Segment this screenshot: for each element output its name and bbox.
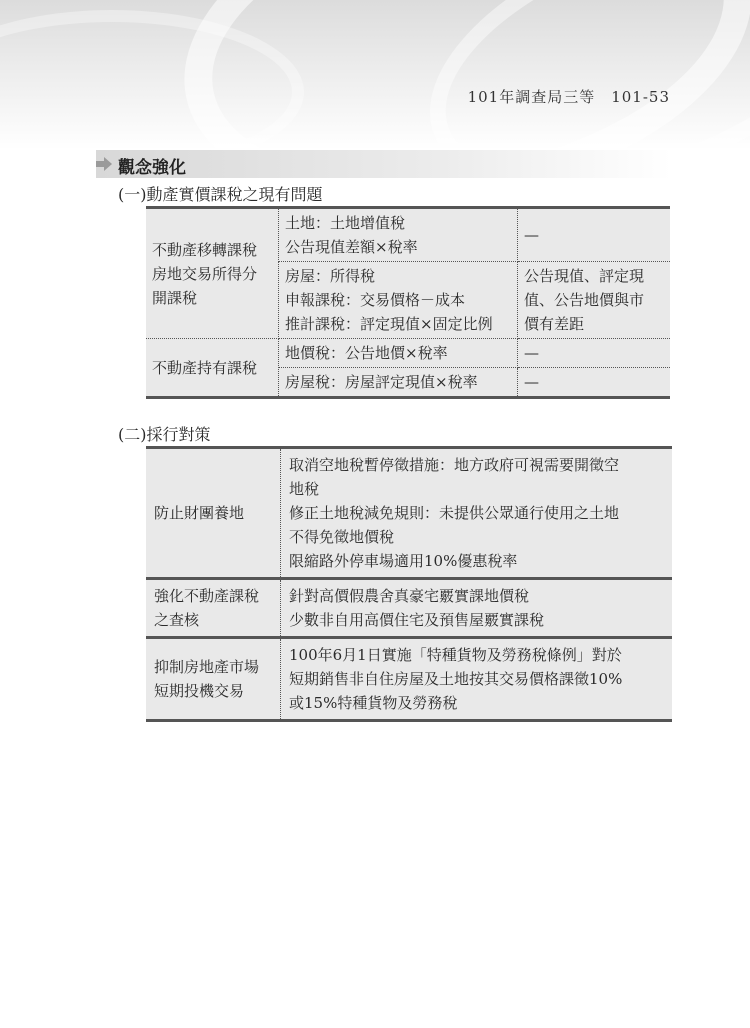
cell-line: 房屋：所得稅 [285,267,376,285]
current-issues-table [146,206,670,399]
section-title: 觀念強化 [118,158,186,178]
cell-line: 地稅 [289,480,320,498]
header-background [0,0,750,150]
cell-line: 短期銷售非自住房屋及土地按其交易價格課徵10% [289,670,623,688]
note-cell: — [518,208,671,262]
table-row [146,638,672,721]
cell-line: 防止財團養地 [154,504,245,522]
cell-line: 少數非自用高價住宅及預售屋覈實課稅 [289,611,545,629]
cell-line: 限縮路外停車場適用10%優惠稅率 [289,552,518,570]
note-cell [518,262,671,339]
cell-line: 土地：土地增值稅 [285,214,406,232]
category-cell: 不動產持有課稅 [146,339,279,398]
arrow-right-icon [96,156,112,172]
cell-line: 100年6月1日實施「特種貨物及勞務稅條例」對於 [289,646,622,664]
countermeasures-table [146,446,672,722]
measure-detail-cell [281,579,673,638]
cell-line: 短期投機交易 [154,682,245,700]
section-title-bar [96,150,672,178]
cell-line: 申報課稅：交易價格－成本 [285,291,466,309]
note-cell: — [518,368,671,398]
cell-line: 修正土地稅減免規則：未提供公眾通行使用之土地 [289,504,620,522]
category-line: 不動產移轉課稅 [152,240,258,259]
cell-line: 抑制房地產市場 [154,658,260,676]
cell-line: 取消空地稅暫停徵措施：地方政府可視需要開徵空 [289,456,620,474]
measure-label-cell [146,638,281,721]
cell-line: 強化不動產課稅 [154,587,260,605]
cell-line: 或15%特種貨物及勞務稅 [289,694,458,712]
part2-heading: (二)採行對策 [118,425,211,444]
note-cell: — [518,339,671,368]
part1-heading: (一)動產實價課稅之現有問題 [118,185,323,204]
cell-line: 不得免徵地價稅 [289,528,395,546]
table-row [146,579,672,638]
measure-detail-cell [281,638,673,721]
cell-line: 公告現值、評定現 [524,267,645,285]
running-header: 101年調查局三等 101-53 [467,88,670,106]
table-row [146,448,672,579]
category-cell [146,208,279,339]
house-tax-cell: 房屋稅：房屋評定現值×稅率 [279,368,518,398]
land-tax-cell: 地價稅：公告地價×稅率 [279,339,518,368]
land-cell [279,208,518,262]
table-row [146,339,670,368]
cell-line: 公告現值差額×稅率 [285,238,418,256]
house-cell [279,262,518,339]
measure-label-cell [146,579,281,638]
cell-line: 推計課稅：評定現值×固定比例 [285,315,493,333]
cell-line: 針對高價假農舍真豪宅覈實課地價稅 [289,587,530,605]
table-row [146,208,670,262]
category-line: 房地交易所得分 [152,264,258,283]
cell-line: 之查核 [154,611,200,629]
cell-line: 價有差距 [524,315,585,333]
measure-detail-cell [281,448,673,579]
cell-line: 值、公告地價與市 [524,291,645,309]
measure-label-cell [146,448,281,579]
category-line: 開課稅 [152,288,198,307]
